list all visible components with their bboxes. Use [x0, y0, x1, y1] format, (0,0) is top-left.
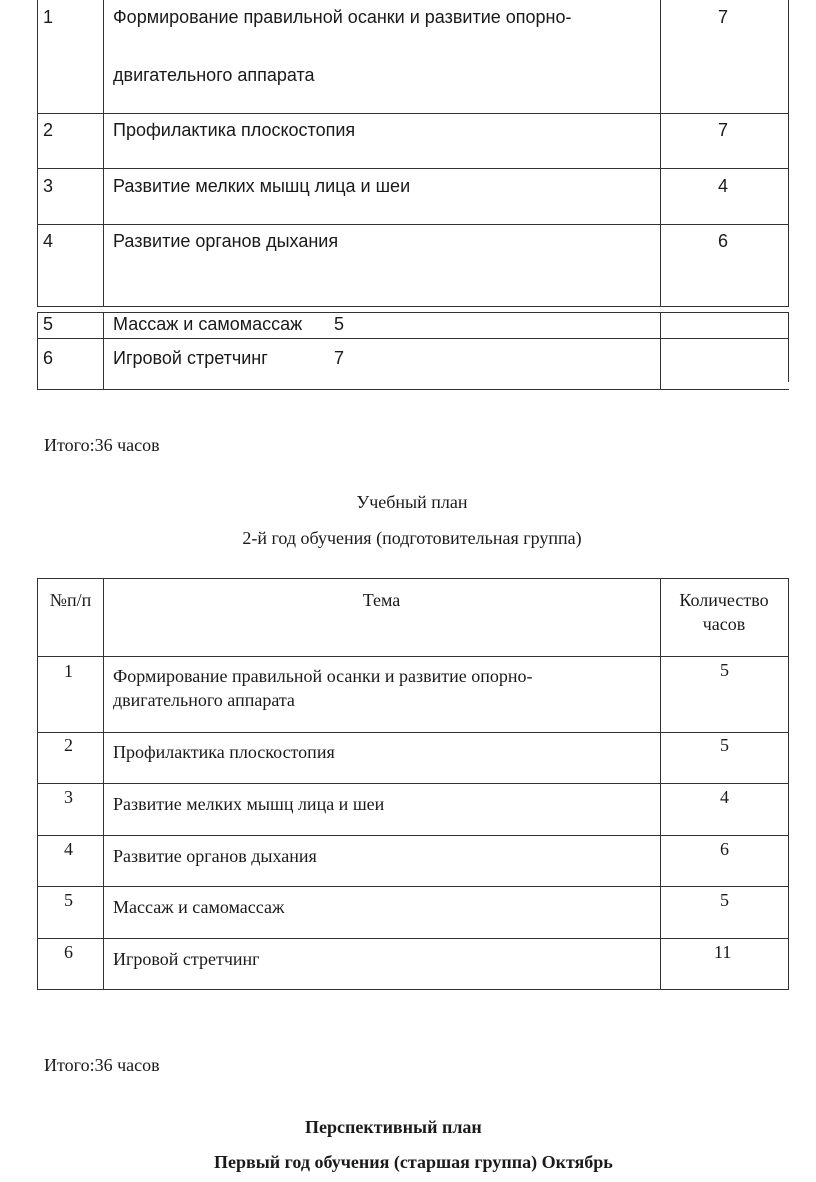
plan-2-title: Учебный план	[356, 492, 468, 512]
table-1-row-2-num: 2	[43, 120, 54, 140]
table-1-row-2-hours: 7	[718, 120, 729, 140]
table-1-row-4-topic: Развитие органов дыхания	[113, 231, 339, 251]
table-1-row-4-num: 4	[43, 231, 54, 251]
table-2-row-5-topic: Массаж и самомассаж	[113, 897, 285, 917]
table-2-header-hours-cont: часов	[702, 614, 746, 634]
table-2-row-5-num: 5	[64, 890, 73, 910]
table-1-row-2-topic: Профилактика плоскостопия	[113, 120, 356, 140]
table-2-row-2-hours: 5	[720, 735, 729, 755]
table-1-row-1-hours: 7	[718, 7, 729, 27]
table-2-row-1-hours: 5	[720, 660, 729, 680]
table-2-header-hours: Количество	[679, 590, 769, 610]
table-1-row-1-num: 1	[43, 7, 54, 27]
table-1-row-6-topic: Игровой стретчинг	[113, 348, 268, 368]
table-1-row-4-hours: 6	[718, 231, 729, 251]
table-1-row-3-num: 3	[43, 176, 54, 196]
table-2-row-5-hours: 5	[720, 890, 729, 910]
table-2-row-6-topic: Игровой стретчинг	[113, 949, 260, 969]
table-2-row-4-topic: Развитие органов дыхания	[113, 846, 317, 866]
table-2-row-4-hours: 6	[720, 839, 729, 859]
table-2-row-1-topic-cont: двигательного аппарата	[113, 690, 295, 710]
table-2-row-6-hours: 11	[714, 942, 732, 962]
table-2-row-4-num: 4	[64, 839, 73, 859]
plan-2-subtitle: 2-й год обучения (подготовительная группа)	[242, 528, 582, 548]
table-2-header-topic: Тема	[362, 590, 401, 610]
table-2-header-num: №п/п	[49, 590, 92, 610]
perspective-plan-title: Перспективный план	[305, 1117, 482, 1137]
table-1-row-1-topic: Формирование правильной осанки и развитие опорно-	[113, 7, 572, 27]
table-1-row-3-topic: Развитие мелких мышц лица и шеи	[113, 176, 411, 196]
total-hours-2: Итого:36 часов	[44, 1055, 160, 1075]
table-1-row-5-hours: 5	[334, 314, 345, 334]
table-1-row-6-hours: 7	[334, 348, 345, 368]
table-1-row-5-num: 5	[43, 314, 54, 334]
table-1-row-6-num: 6	[43, 348, 54, 368]
table-2-row-3-num: 3	[64, 787, 73, 807]
perspective-plan-subtitle: Первый год обучения (старшая группа) Октябрь	[214, 1152, 613, 1172]
table-2-row-1-topic: Формирование правильной осанки и развитие опорно-	[113, 666, 533, 686]
table-1-row-1-topic-cont: двигательного аппарата	[113, 65, 315, 85]
table-2-row-1-num: 1	[64, 661, 73, 681]
table-1-row-5-topic: Массаж и самомассаж	[113, 314, 303, 334]
table-2-row-3-hours: 4	[720, 787, 729, 807]
table-2-row-2-topic: Профилактика плоскостопия	[113, 742, 335, 762]
table-2-row-6-num: 6	[64, 942, 73, 962]
table-2-row-2-num: 2	[64, 735, 73, 755]
table-1-row-3-hours: 4	[718, 176, 729, 196]
table-2-row-3-topic: Развитие мелких мышц лица и шеи	[113, 794, 385, 814]
total-hours-1: Итого:36 часов	[44, 435, 160, 455]
